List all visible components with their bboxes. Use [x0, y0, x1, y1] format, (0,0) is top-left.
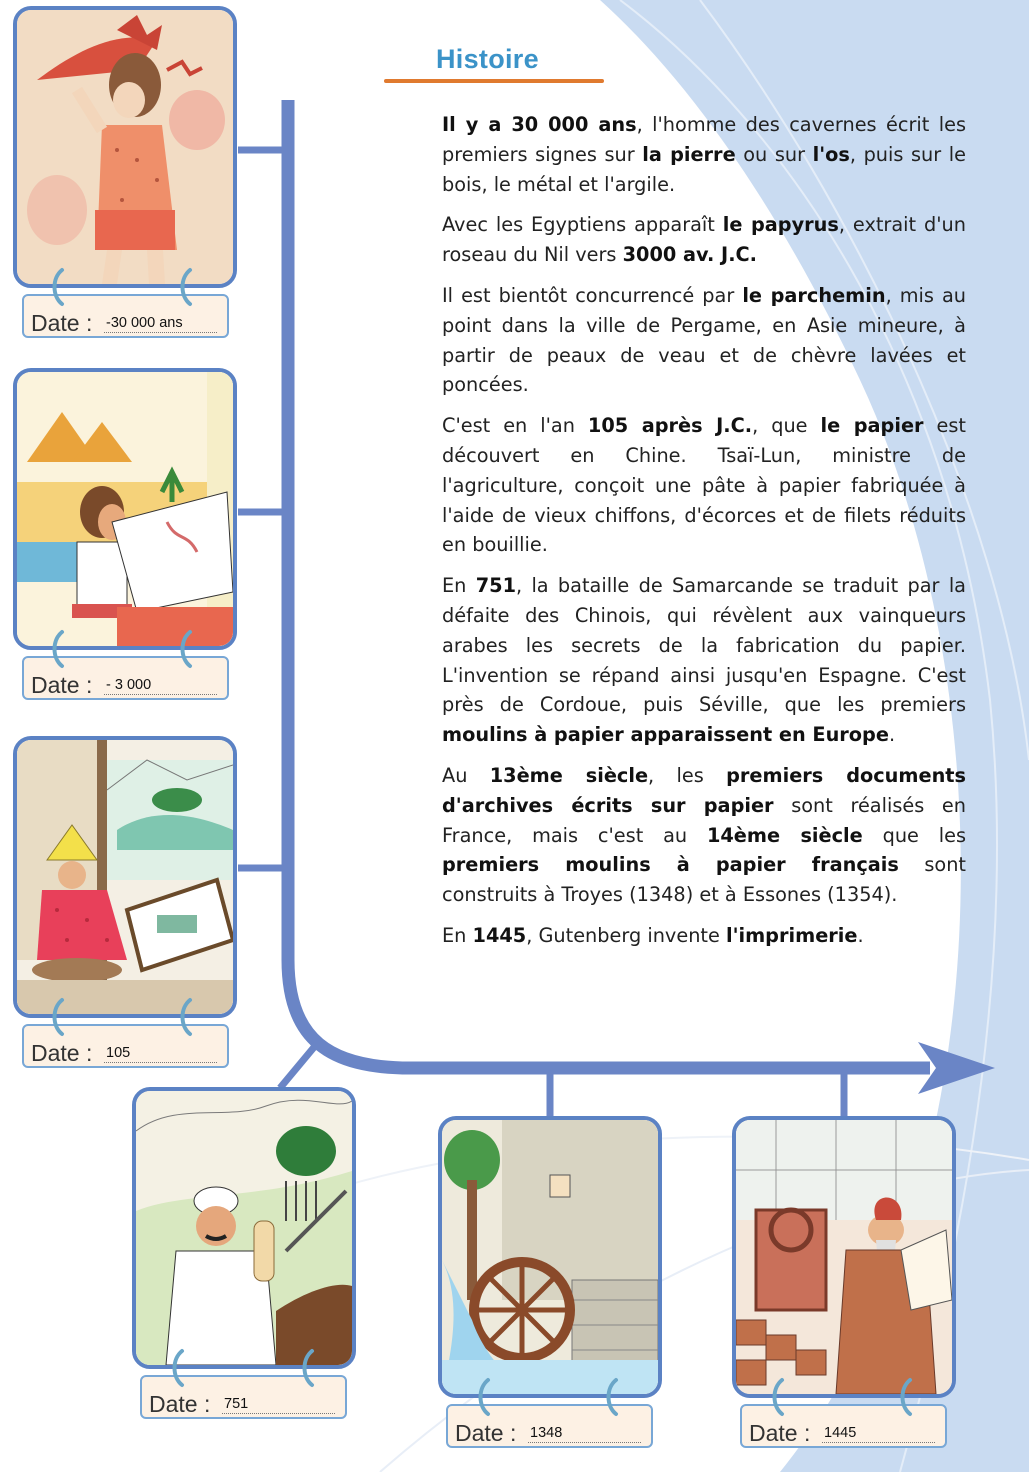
date-value: - 3 000 — [104, 677, 217, 695]
history-paragraph: C'est en l'an 105 après J.C., que le papier est découvert en Chine. Tsaï-Lun, ministre de l'agriculture, conçoit une pâte à papier fabriquée à l'aide de vieux chiffons, d'écorces et de filets réduits en bouillie. — [442, 414, 966, 557]
date-label: Date : — [31, 310, 93, 336]
date-label: Date : — [31, 672, 93, 698]
date-label: Date : — [31, 1040, 93, 1066]
history-paragraph: Au 13ème siècle, les premiers documents d'archives écrits sur papier sont réalisés en France, mais c'est au 14ème siècle que les premiers moulins à papier français sont construits à Troyes (1348) et à Essones (1354). — [442, 763, 966, 907]
date-value: 105 — [104, 1045, 217, 1063]
date-value: 751 — [222, 1396, 335, 1414]
date-value: 1348 — [528, 1425, 641, 1443]
date-value: -30 000 ans — [104, 315, 217, 333]
history-paragraph: Avec les Egyptiens apparaît le papyrus, extrait d'un roseau du Nil vers 3000 av. J.C. — [442, 213, 966, 267]
date-label: Date : — [149, 1391, 211, 1417]
date-value: 1445 — [822, 1425, 935, 1443]
page-title: Histoire — [436, 44, 539, 74]
history-paragraph: Il est bientôt concurrencé par le parchemin, mis au point dans la ville de Pergame, en Asie mineure, à partir de peaux de veau et de chèvre lavées et poncées. — [442, 283, 966, 397]
history-paragraph: En 1445, Gutenberg invente l'imprimerie. — [442, 923, 864, 947]
date-label: Date : — [749, 1420, 811, 1446]
history-paragraph: Il y a 30 000 ans, l'homme des cavernes écrit les premiers signes sur la pierre ou sur l'os, puis sur le bois, le métal et l'argile. — [442, 113, 966, 196]
history-paragraph: En 751, la bataille de Samarcande se traduit par la défaite des Chinois, qui révèlent aux vainqueurs arabes les secrets de la fabrication du papier. L'invention se répand ainsi jusqu'en Espagne. C'est près de Cordoue, puis Séville, que les premiers moulins à papier apparaissent en Europe. — [442, 574, 966, 747]
date-label: Date : — [455, 1420, 517, 1446]
